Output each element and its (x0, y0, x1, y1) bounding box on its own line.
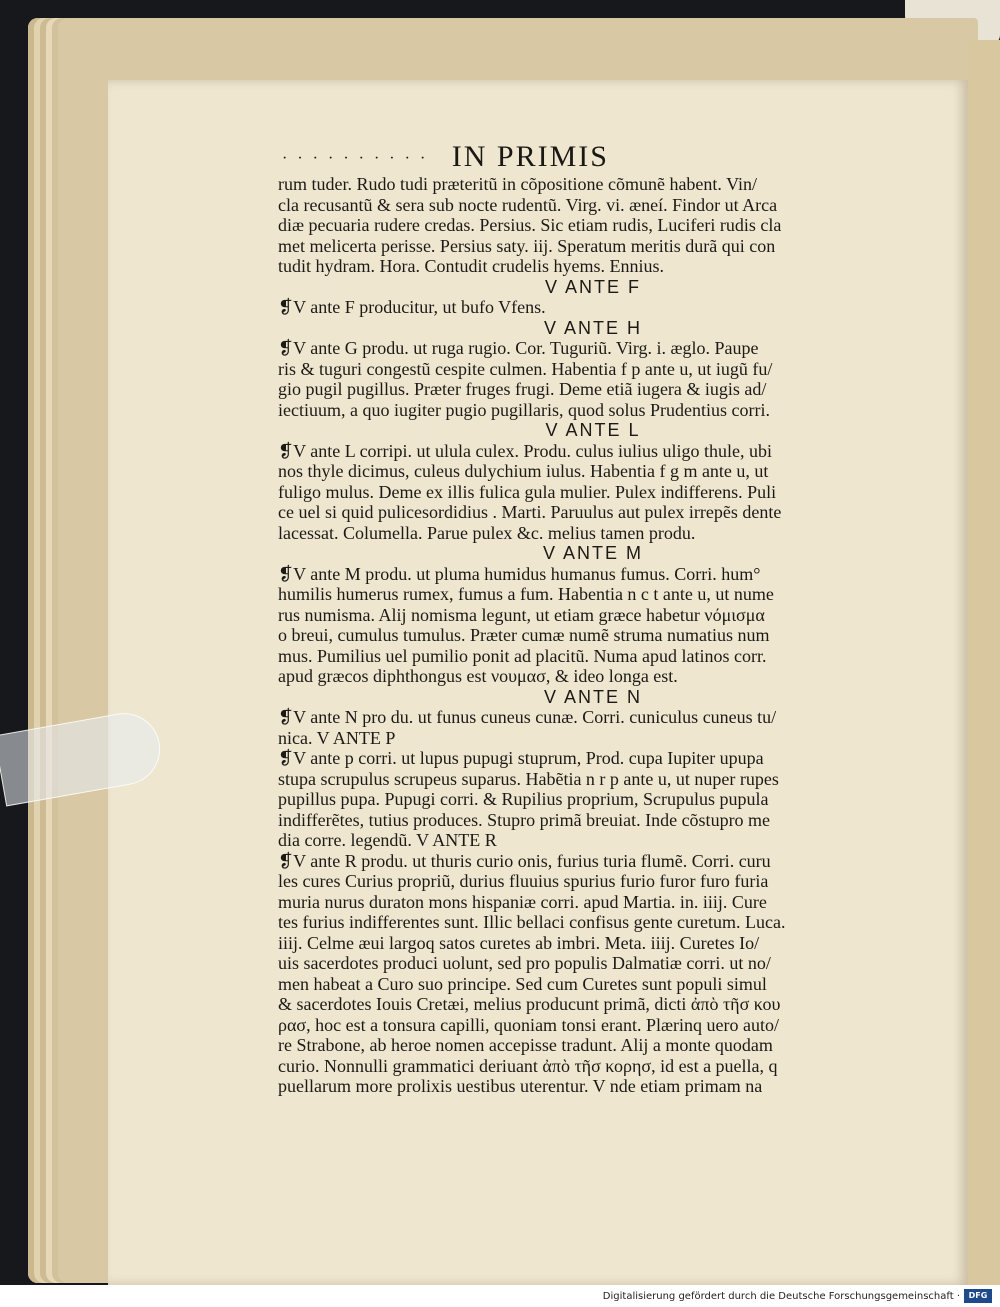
text-line: uis sacerdotes produci uolunt, sed pro populis Dalmatiæ corri. ut no/ (278, 953, 771, 973)
section-heading: V ANTE H (543, 317, 643, 338)
page-text (278, 174, 908, 1097)
text-line: ris & tuguri congestũ cespite culmen. Habentia f p ante u, ut iugũ fu/ (278, 358, 773, 379)
text-line: men habeat a Curo suo principe. Sed cum Curetes sunt populi simul (278, 973, 767, 994)
text-line: indifferẽtes, tutius produces. Stupro primã breuiat. Inde cõstupro me (278, 809, 771, 830)
text-line: fuligo mulus. Deme ex illis fulica gula mulier. Pulex indifferens. Puli (278, 481, 777, 502)
text-line: muria nurus duraton mons hispaniæ corri. apud Martia. in. iiij. Cure (278, 891, 767, 912)
text-line: & sacerdotes Iouis Cretæi, melius producunt primã, dicti ἀπὸ τῆσ κου (278, 994, 781, 1014)
text-line: lacessat. Columella. Parue pulex &c. melius tamen produ. (278, 522, 696, 543)
text-line: rum tuder. Rudo tudi præteritũ in cõpositione cõmunẽ habent. Vin/ (278, 174, 758, 194)
text-line: iectiuum, a quo iugiter pugio pugillaris, quod solus Prudentius corri. (278, 399, 770, 420)
text-line: puellarum more prolixis uestibus uterentur. V nde etiam primam na (278, 1076, 763, 1096)
text-line: ❡V ante p corri. ut lupus pupugi stuprum, Prod. cupa Iupiter upupa (278, 748, 764, 768)
text-line: o breui, cumulus tumulus. Præter cumæ numẽ struma numatius num (278, 625, 770, 645)
text-line: rus numisma. Alij nomisma legunt, ut etiam græce habetur νόμισμα (278, 604, 765, 625)
text-line: diæ pecuaria rudere credas. Persius. Sic etiam rudis, Luciferi rudis cla (278, 215, 782, 235)
section-heading: V ANTE N (543, 686, 643, 707)
text-line: stupa scrupulus scrupeus suparus. Habẽtia n r p ante u, ut nuper rupes (278, 768, 779, 789)
text-line: re Strabone, ab heroe nomen accepisse tradunt. Alij a monte quodam (278, 1035, 773, 1055)
funding-notice: Digitalisierung gefördert durch die Deutsche Forschungsgemeinschaft · (602, 1291, 960, 1302)
text-line: ❡V ante R produ. ut thuris curio onis, furius turia flumẽ. Corri. curu (278, 850, 771, 871)
text-line: mus. Pumilius uel pumilio ponit ad placitũ. Numa apud latinos corr. (278, 645, 767, 666)
running-head-dots: · · · · · · · · · · (282, 150, 429, 168)
text-line: les cures Curius propriũ, durius fluuius spurius furio furor furo furia (278, 871, 769, 891)
text-line: humilis humerus rumex, fumus a fum. Habentia n c t ante u, ut nume (278, 584, 774, 604)
section-heading: V ANTE F (544, 276, 641, 297)
text-line: pupillus pupa. Pupugi corri. & Rupilius proprium, Scrupulus pupula (278, 789, 769, 809)
running-head-title: IN PRIMIS (451, 140, 609, 173)
section-heading: V ANTE M (542, 543, 643, 563)
text-line: tes furius indifferentes sunt. Illic bellaci confisus gente curetum. Luca. (278, 912, 786, 932)
text-line: cla recusantũ & sera sub nocte rudentũ. Virg. vi. æneí. Findor ut Arca (278, 194, 778, 215)
text-line: ❡V ante G produ. ut ruga rugio. Cor. Tuguriũ. Virg. i. æglo. Paupe (278, 338, 759, 358)
text-line: gio pugil pugillus. Præter fruges frugi. Deme etiã iugera & iugis ad/ (278, 379, 767, 399)
text-line: iiij. Celme æui largoq satos curetes ab imbri. Meta. iiij. Curetes Io/ (278, 932, 760, 953)
text-line: nica. V ANTE P (278, 727, 396, 748)
text-line: ❡V ante L corripi. ut ulula culex. Produ. culus iulius uligo thule, ubi (278, 440, 773, 461)
text-line: dia corre. legendũ. V ANTE R (278, 830, 497, 850)
dfg-logo: DFG (964, 1289, 992, 1303)
text-line: curio. Nonnulli grammatici deriuant ἀπὸ τῆσ κορησ, id est a puella, q (278, 1055, 778, 1076)
text-line: ❡V ante F producitur, ut bufo Vfens. (278, 297, 546, 317)
facing-page-edge (968, 40, 1000, 1285)
text-line: met melicerta perisse. Persius saty. iij. Speratum meritis durã qui con (278, 235, 776, 256)
running-head (282, 140, 662, 176)
text-line: ce uel si quid pulicesordidius . Marti. Paruulus aut pulex irrepẽs dente (278, 502, 782, 522)
text-line: ❡V ante N pro du. ut funus cuneus cunæ. Corri. cuniculus cuneus tu/ (278, 707, 777, 727)
text-line: tudit hydram. Hora. Contudit crudelis hyems. Ennius. (278, 256, 664, 276)
text-line: ❡V ante M produ. ut pluma humidus humanus fumus. Corri. hum° (278, 563, 761, 584)
text-line: nos thyle dicimus, culeus dulychium iulus. Habentia f g m ante u, ut (278, 461, 769, 481)
text-line: apud græcos diphthongus est νουμασ, & ideo longa est. (278, 666, 678, 686)
section-heading: V ANTE L (545, 420, 641, 440)
text-line: ρασ, hoc est a tonsura capilli, quoniam tonsi erant. Plærinq uero auto/ (278, 1014, 780, 1035)
